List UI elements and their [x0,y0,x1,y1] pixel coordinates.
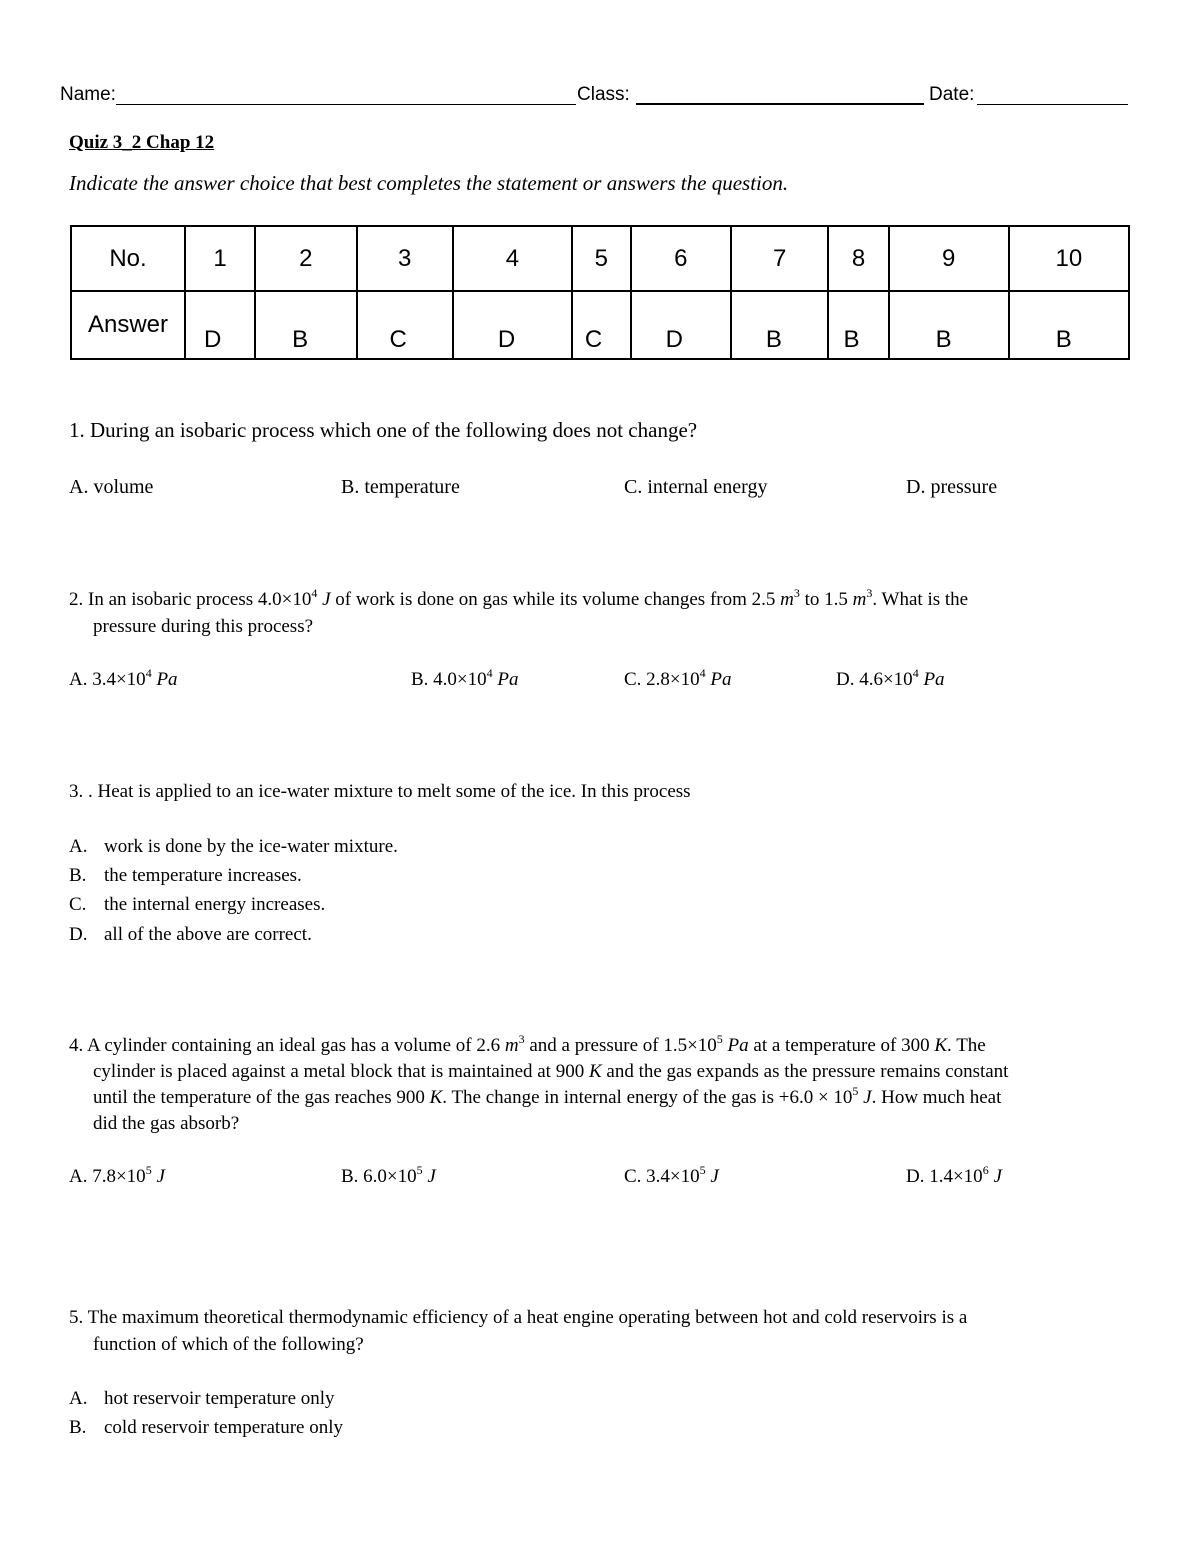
q2-option-c[interactable]: C. $2.8\times 10^4$ Pa [624,666,732,690]
answer-value: B [935,326,952,353]
quiz-title: Quiz 3_2 Chap 12 [69,132,215,153]
instructions: Indicate the answer choice that best completes the statement or answers the question. [69,171,789,195]
answer-value: B [292,326,309,353]
row-label-no: No. [71,226,185,291]
question-4-text: 4. A cylinder containing an ideal gas has a volume of 2.6 $m^3$ and a pressure of $1.5\times 10^5$ Pa at a temperature of 300 K. The [69,1032,986,1056]
q4-option-a[interactable]: A. $7.8\times 10^5$ J [69,1163,165,1187]
question-5-text-cont: function of which of the following? [93,1334,364,1355]
table-cell-number: 7 [731,226,829,291]
q5-option-a[interactable]: hot reservoir temperature only [104,1388,335,1409]
table-cell-number: 3 [357,226,453,291]
date-field-line[interactable] [977,104,1128,105]
q5-letter-a: A. [69,1388,88,1409]
date-label: Date: [929,84,975,105]
answer-value: C [584,326,603,353]
table-cell-answer[interactable] [185,291,255,359]
table-cell-answer[interactable] [255,291,356,359]
question-4-text-cont3: did the gas absorb? [93,1113,240,1134]
q1-option-c[interactable]: C. internal energy [624,476,768,498]
name-label: Name: [60,84,116,105]
table-cell-number: 10 [1009,226,1129,291]
class-field-line[interactable] [636,103,924,105]
question-5-text: 5. The maximum theoretical thermodynamic efficiency of a heat engine operating between hot and cold reservoirs is a [69,1307,968,1328]
question-1-text: 1. During an isobaric process which one of the following does not change? [69,418,698,442]
table-cell-number: 4 [453,226,572,291]
q2-option-d[interactable]: D. $4.6\times 10^4$ Pa [836,666,945,690]
answer-value: B [843,326,860,353]
class-label: Class: [577,84,630,105]
table-cell-answer[interactable] [357,291,453,359]
question-2-text: 2. In an isobaric process $4.0\times 10^4$ J of work is done on gas while its volume changes from 2.5 $m^3$ to 1.5 $m^3$. What is the [69,586,969,610]
table-cell-number: 5 [572,226,631,291]
q4-option-c[interactable]: C. $3.4\times 10^5$ J [624,1163,719,1187]
table-cell-answer[interactable] [828,291,888,359]
table-cell-answer[interactable] [572,291,631,359]
answer-value: D [665,326,684,353]
q2-option-a[interactable]: A. $3.4\times 10^4$ Pa [69,666,178,690]
table-cell-number: 1 [185,226,255,291]
answer-value: C [389,326,407,353]
q3-letter-b: B. [69,865,87,886]
table-cell-answer[interactable] [453,291,572,359]
answer-value: D [204,326,222,353]
answer-value: B [1055,326,1072,353]
name-field-line[interactable] [116,104,576,105]
q5-letter-b: B. [69,1417,87,1438]
q4-option-d[interactable]: D. $1.4\times 10^6$ J [906,1163,1002,1187]
q3-option-c[interactable]: the internal energy increases. [104,894,326,915]
question-4-text-cont2: until the temperature of the gas reaches 900 K. The change in internal energy of the gas is $+6.0 \times 10^5$ J. How much heat [93,1084,1002,1108]
answer-table [70,225,1130,360]
answer-value: D [497,326,516,353]
question-3-text: 3. . Heat is applied to an ice-water mixture to melt some of the ice. In this process [69,781,691,802]
table-cell-answer[interactable] [1009,291,1129,359]
q3-option-b[interactable]: the temperature increases. [104,865,302,886]
table-cell-number: 6 [631,226,731,291]
q3-option-a[interactable]: work is done by the ice-water mixture. [104,836,398,857]
q3-letter-a: A. [69,836,88,857]
q5-option-b[interactable]: cold reservoir temperature only [104,1417,343,1438]
table-cell-number: 8 [828,226,888,291]
table-cell-answer[interactable] [731,291,829,359]
q1-option-d[interactable]: D. pressure [906,476,998,498]
answer-value: B [765,326,782,353]
q1-option-a[interactable]: A. volume [69,476,154,498]
table-row-numbers [71,226,1129,291]
row-label-answer: Answer [71,291,185,359]
table-cell-answer[interactable] [889,291,1009,359]
q4-option-b[interactable]: B. $6.0\times 10^5$ J [341,1163,436,1187]
question-4-text-cont: cylinder is placed against a metal block that is maintained at 900 K and the gas expands as the pressure remains constant [93,1061,1009,1082]
table-row-answers [71,291,1129,359]
table-cell-number: 9 [889,226,1009,291]
table-cell-answer[interactable] [631,291,731,359]
q1-option-b[interactable]: B. temperature [341,476,460,498]
q3-letter-d: D. [69,924,88,945]
q3-letter-c: C. [69,894,87,915]
q3-option-d[interactable]: all of the above are correct. [104,924,312,945]
question-2-text-cont: pressure during this process? [93,616,314,637]
table-cell-number: 2 [255,226,356,291]
q2-option-b[interactable]: B. $4.0\times 10^4$ Pa [411,666,519,690]
